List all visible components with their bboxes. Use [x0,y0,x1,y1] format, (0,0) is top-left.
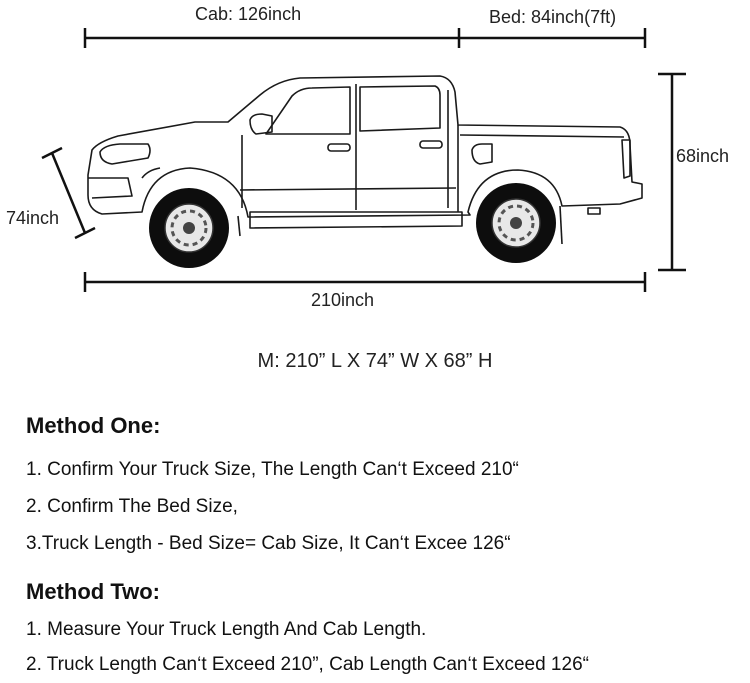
height-label: 68inch [676,146,730,166]
method-one-step-1: 1. Confirm Your Truck Size, The Length Can‘t Exceed 210“ [26,459,519,480]
method-two-step-1: 1. Measure Your Truck Length And Cab Length. [26,619,427,640]
truck-dimension-diagram [0,0,750,330]
length-label: 210inch [311,290,375,310]
width-label: 74inch [6,208,60,228]
rear-wheel [476,183,556,263]
method-one-step-3: 3.Truck Length - Bed Size= Cab Size, It Can‘t Excee 126“ [26,533,511,554]
method-one-step-2: 2. Confirm The Bed Size, [26,496,238,517]
method-two-step-2: 2. Truck Length Can‘t Exceed 210”, Cab Length Can‘t Exceed 126“ [26,654,589,675]
bed-length-label: Bed: 84inch(7ft) [489,7,617,27]
model-dimensions-line: M: 210” L X 74” W X 68” H [257,350,493,372]
length-dimension-line [85,272,645,292]
front-wheel [149,188,229,268]
height-dimension-line [658,74,686,270]
method-one-title: Method One: [26,413,161,438]
method-two-title: Method Two: [26,579,160,604]
cab-length-label: Cab: 126inch [195,4,302,24]
cab-bed-dimension-line [85,28,645,48]
